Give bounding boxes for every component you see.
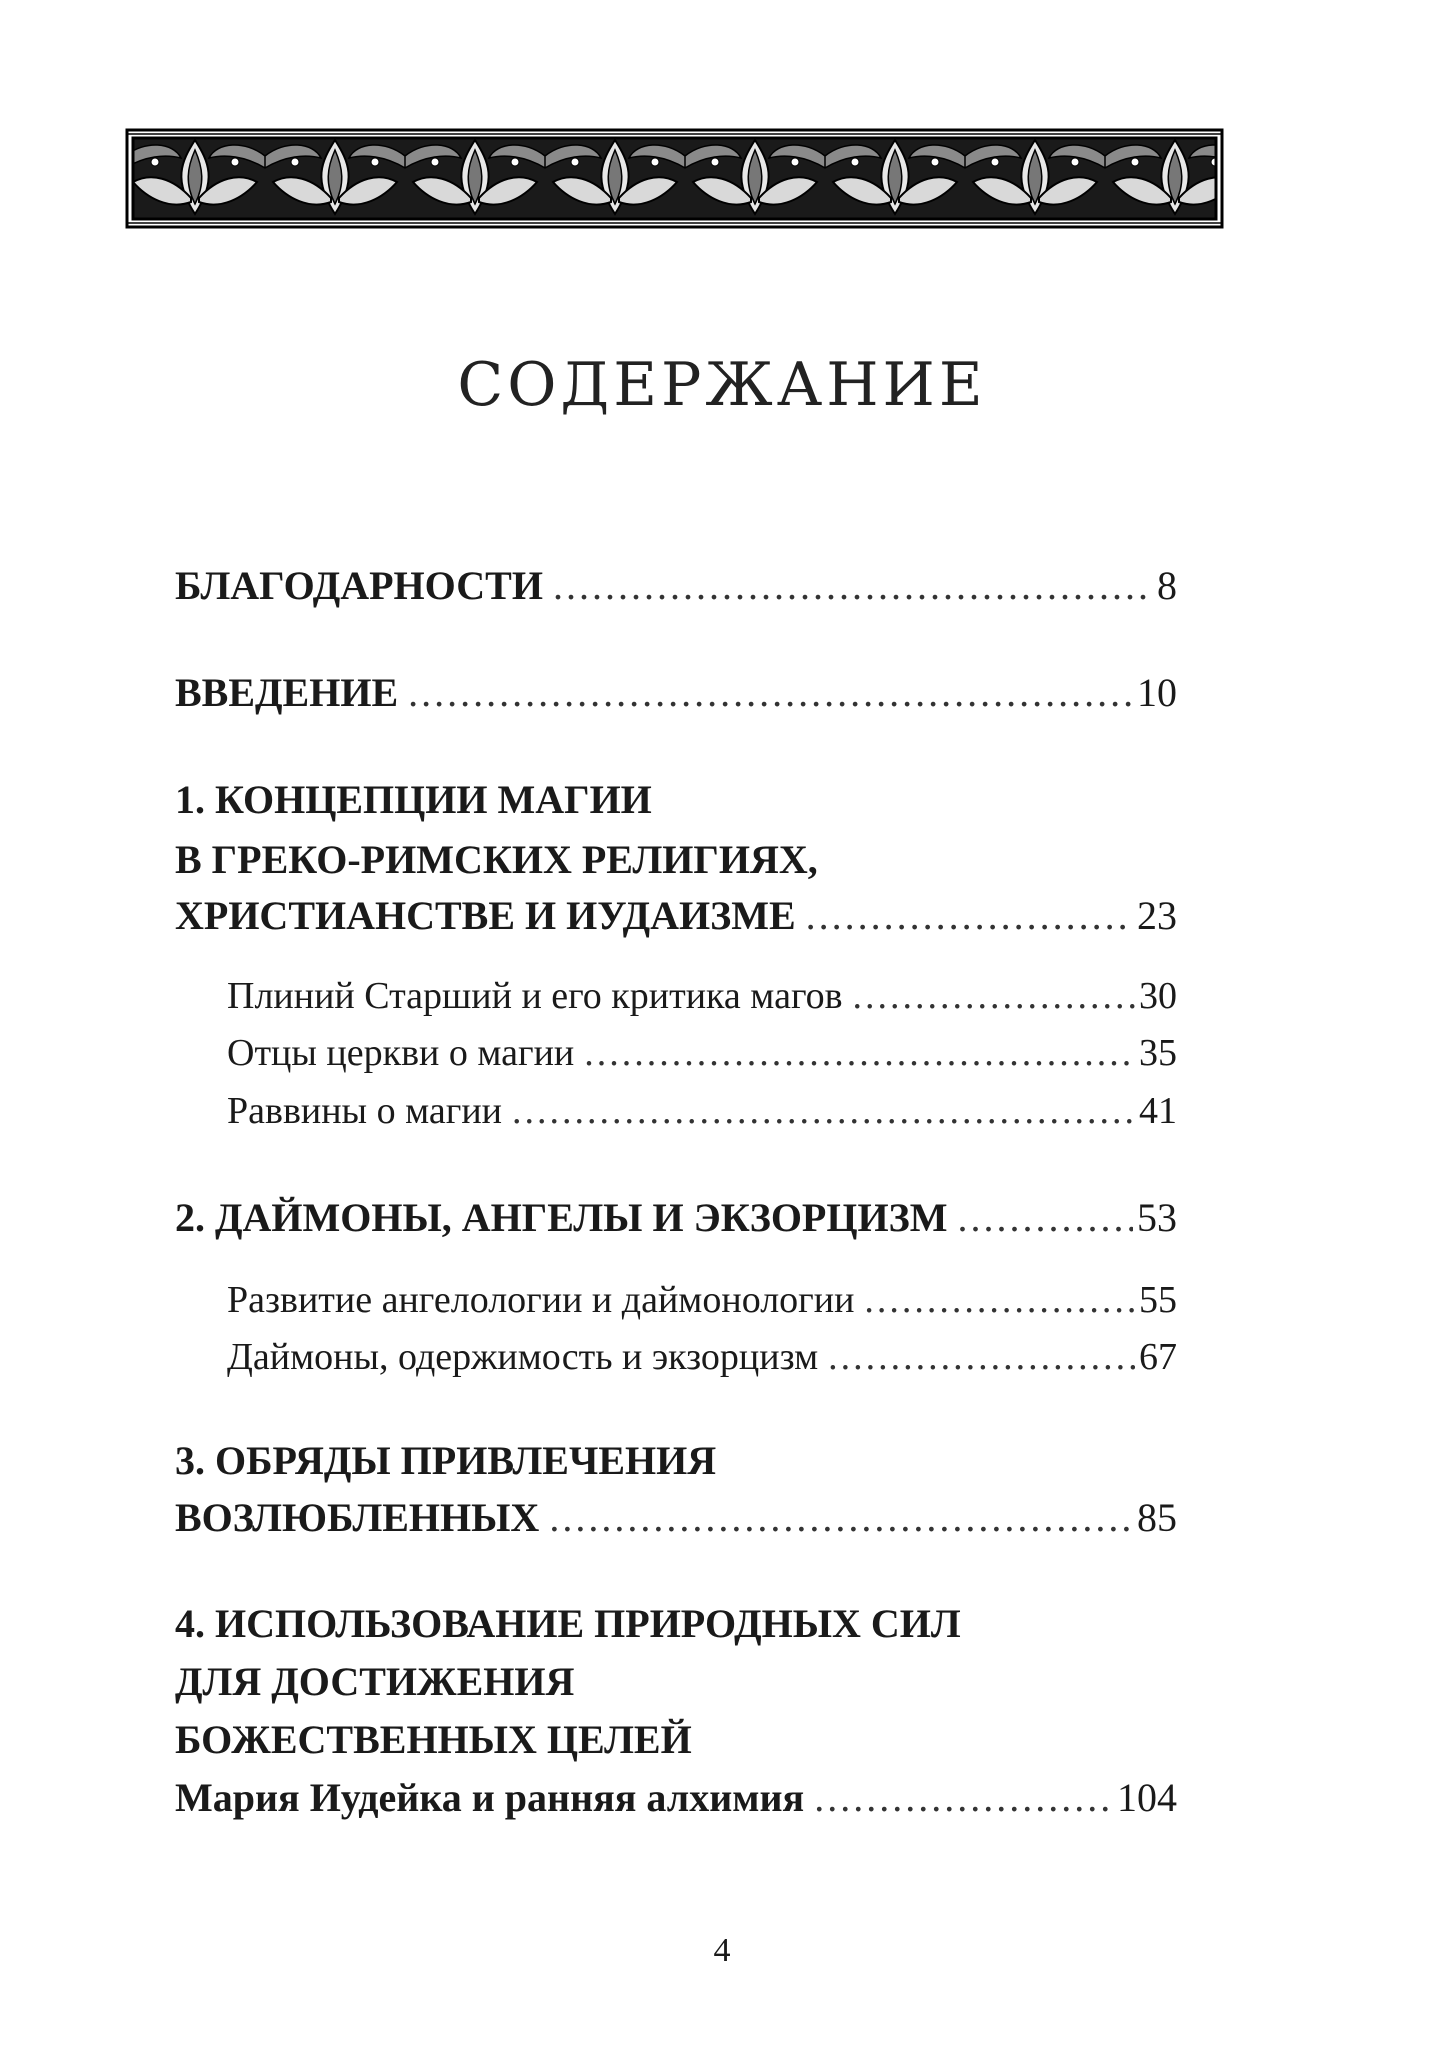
dot-leader [584,1034,1135,1072]
toc-section[interactable] [227,1281,1177,1319]
toc-entry-title: 2. ДАЙМОНЫ, АНГЕЛЫ И ЭКЗОРЦИЗМ [175,1195,948,1240]
table-of-contents [175,0,1177,2048]
toc-page-number: 8 [1157,563,1177,608]
toc-chapter-4-line-1[interactable] [175,1601,1177,1646]
page-title: СОДЕРЖАНИЕ [457,350,987,420]
toc-entry-title: БЛАГОДАРНОСТИ [175,563,543,608]
dot-leader [549,1498,1133,1538]
toc-chapter-2[interactable] [175,1195,1177,1240]
toc-entry-title: ВОЗЛЮБЛЕННЫХ [175,1495,540,1540]
toc-section-title: Развитие ангелологии и даймонологии [227,1279,855,1321]
toc-entry-title: Мария Иудейка и ранняя алхимия [175,1775,805,1820]
toc-section[interactable] [227,1092,1177,1130]
dot-leader [853,977,1135,1015]
toc-entry-title: ДЛЯ ДОСТИЖЕНИЯ [175,1659,575,1704]
toc-section-title: Раввины о магии [227,1090,502,1132]
toc-page-number: 85 [1137,1495,1177,1540]
dot-leader [828,1338,1135,1376]
toc-page-number: 41 [1139,1090,1177,1132]
toc-entry-title: ВВЕДЕНИЕ [175,670,399,715]
toc-chapter-3-line-2[interactable] [175,1495,1177,1540]
toc-page-number: 53 [1137,1195,1177,1240]
toc-entry-title: ХРИСТИАНСТВЕ И ИУДАИЗМЕ [175,893,796,938]
toc-chapter-1-line-3[interactable] [175,893,1177,938]
toc-section[interactable] [227,977,1177,1015]
toc-chapter-4-subtitle[interactable] [175,1775,1177,1820]
dot-leader [806,896,1133,936]
toc-entry-title: 3. ОБРЯДЫ ПРИВЛЕЧЕНИЯ [175,1438,717,1483]
toc-chapter-1-line-2[interactable] [175,837,1177,882]
dot-leader [553,566,1153,606]
toc-page-number: 10 [1137,670,1177,715]
dot-leader [864,1281,1135,1319]
toc-chapter-1-line-1[interactable] [175,777,1177,822]
toc-chapter-3-line-1[interactable] [175,1438,1177,1483]
toc-section-title: Отцы церкви о магии [227,1032,575,1074]
toc-chapter-4-line-2[interactable] [175,1659,1177,1704]
toc-entry-acknowledgements[interactable] [175,563,1177,608]
toc-entry-title: В ГРЕКО-РИМСКИХ РЕЛИГИЯХ, [175,837,818,882]
toc-section[interactable] [227,1338,1177,1376]
toc-entry-title: БОЖЕСТВЕННЫХ ЦЕЛЕЙ [175,1717,692,1762]
dot-leader [957,1198,1133,1238]
dot-leader [814,1778,1113,1818]
toc-page-number: 55 [1139,1279,1177,1321]
toc-page-number: 23 [1137,893,1177,938]
toc-page-number: 67 [1139,1336,1177,1378]
toc-section-title: Плиний Старший и его критика магов [227,975,843,1017]
toc-page-number: 35 [1139,1032,1177,1074]
toc-page-number: 104 [1117,1775,1177,1820]
toc-chapter-4-line-3[interactable] [175,1717,1177,1762]
toc-section[interactable] [227,1034,1177,1072]
dot-leader [512,1092,1135,1130]
toc-entry-title: 1. КОНЦЕПЦИИ МАГИИ [175,777,652,822]
toc-entry-introduction[interactable] [175,670,1177,715]
toc-page-number: 30 [1139,975,1177,1017]
page-number: 4 [713,1932,731,1969]
dot-leader [408,673,1133,713]
toc-section-title: Даймоны, одержимость и экзорцизм [227,1336,819,1378]
toc-entry-title: 4. ИСПОЛЬЗОВАНИЕ ПРИРОДНЫХ СИЛ [175,1601,961,1646]
